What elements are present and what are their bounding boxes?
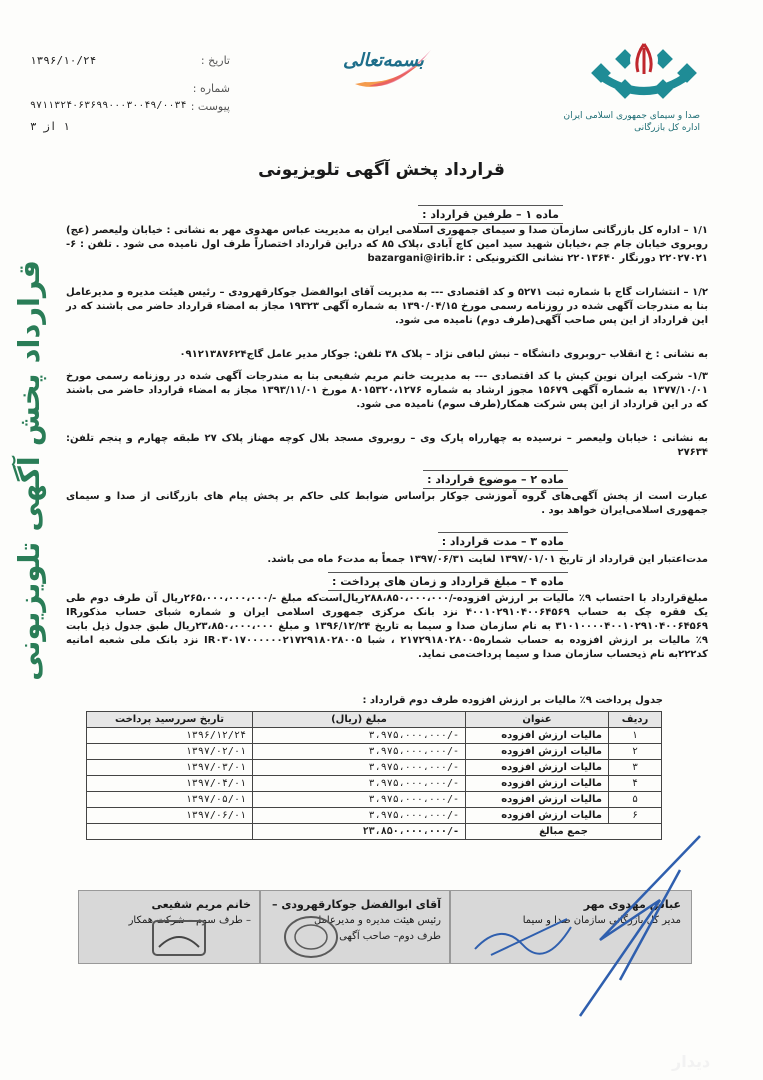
row-index: ۵ bbox=[609, 792, 662, 808]
bismillah-text: بسمه‌تعالی bbox=[343, 50, 424, 71]
row-title: مالیات ارزش افزوده bbox=[466, 760, 609, 776]
row-index: ۳ bbox=[609, 760, 662, 776]
art1-heading: ماده ۱ – طرفین قرارداد : bbox=[418, 205, 563, 224]
sig-first-name: عباس مهدوی مهر bbox=[583, 898, 681, 911]
page-title: قرارداد پخش آگهی تلویزیونی bbox=[258, 160, 505, 180]
signature-third-party bbox=[78, 890, 260, 964]
art4-heading: ماده ۴ – مبلغ قرارداد و زمان های پرداخت : bbox=[328, 572, 568, 591]
row-index: ۴ bbox=[609, 776, 662, 792]
company-seal-icon bbox=[149, 917, 209, 959]
art1-p3: ۱/۳- شرکت ایران نوین کیش با کد اقتصادی --- به مدیریت خانم مریم شفیعی بنا به مندرجات آگهی شده در روزنامه رسمی مورخ ۱۳۷۷/۱۰/۰۱ به شماره آگهی ۱۵۶۷۹ مجوز ارشاد به شماره ۸۰۱۵۳۲۰،۱۲۷۶ مورخ ۱۳۹۳/۱۱/۰۱ مجاز به امضاء قرارداد حاضر می باشند که در این قرارداد از این پس شرکت همکار(طرف سوم) نامیده می شود. bbox=[66, 371, 708, 410]
row-index: ۱ bbox=[609, 728, 662, 744]
col-amount: مبلغ (ریال) bbox=[253, 712, 466, 728]
row-title: مالیات ارزش افزوده bbox=[466, 744, 609, 760]
row-due-date: ۱۳۹۷/۰۶/۰۱ bbox=[87, 808, 253, 824]
sig-third-role: – طرف سوم – شرکت همکار bbox=[128, 915, 251, 926]
sig-second-role2: طرف دوم– صاحب آگهی bbox=[339, 931, 441, 942]
page-info: ۱ از ۳ bbox=[30, 120, 70, 133]
payment-table bbox=[86, 711, 662, 840]
row-amount: -/۳،۹۷۵،۰۰۰،۰۰۰ bbox=[253, 760, 466, 776]
art4-text: مبلغ‌قرارداد با احتساب ۹٪ مالیات بر ارزش افزوده-/۲۸۸،۸۵۰،۰۰۰،۰۰۰ریال‌است‌که مبلغ -/۲۶۵،۰۰۰،۰۰۰،۰۰۰ریال آن طرف دوم طی یک فقره چک به حساب ۴۰۰۱۰۲۹۱۰۴۰۰۶۴۵۶۹ نزد بانک مرکزی جمهوری اسلامی ایران و شماره شبای حساب مذکورIR ۳۱۰۱۰۰۰۰۴۰۰۱۰۲۹۱۰۴۰۰۶۴۵۶۹ به نام سازمان صدا و سیما به تاریخ ۱۳۹۶/۱۲/۲۴ و مبلغ ۲۳،۸۵۰،۰۰۰،۰۰۰ریال طبق جدول ذیل بابت ۹٪ مالیات بر ارزش افزوده به حساب شماره۲۱۷۲۹۱۸۰۲۸۰۰۵ ، شبا IR۰۳۰۱۷۰۰۰۰۰۰۲۱۷۲۹۱۸۰۲۸۰۰۵ نزد بانک ملی شعبه امانیه کد۲۲۲به نام ذیحساب سازمان صدا و سیما پرداخت‌می نماید. bbox=[66, 593, 708, 660]
bismillah-logo bbox=[335, 44, 435, 92]
row-due-date: ۱۳۹۷/۰۲/۰۱ bbox=[87, 744, 253, 760]
row-title: مالیات ارزش افزوده bbox=[466, 808, 609, 824]
date-value: ۱۳۹۶/۱۰/۲۴ bbox=[30, 54, 97, 67]
number-value: ۹۷۱۱۳۲۴۰۶۳۶۹۹۰۰۰۳۰۰۴۹/۰۰۳۴ bbox=[30, 100, 187, 111]
row-amount: -/۳،۹۷۵،۰۰۰،۰۰۰ bbox=[253, 792, 466, 808]
col-due-date: تاریخ سررسید پرداخت bbox=[87, 712, 253, 728]
company-stamp-icon bbox=[281, 913, 341, 961]
art2-text: عبارت است از پخش آگهی‌های گروه آموزشی جوکار براساس ضوابط کلی حاکم بر پخش پیام های بازرگانی از صدا و سیمای جمهوری اسلامی‌ایران خواهد بود . bbox=[66, 491, 708, 516]
table-row bbox=[87, 744, 662, 760]
sig-second-role1: رئیس هیئت مدیره و مدیرعامل bbox=[313, 915, 441, 926]
irib-logo bbox=[563, 38, 700, 133]
dept-name: اداره کل بازرگانی bbox=[634, 123, 700, 133]
total-value: -/۲۳،۸۵۰،۰۰۰،۰۰۰ bbox=[253, 824, 466, 840]
art1-p2: ۱/۲ – انتشارات گاج با شماره ثبت ۵۲۷۱ و کد اقتصادی --- به مدیریت آقای ابوالفضل جوکارقهرودی – رئیس هیئت مدیره و مدیرعامل بنا به مندرجات آگهی شده در روزنامه رسمی مورخ ۱۳۹۰/۰۴/۱۵ به شماره آگهی ۱۹۳۲۳ مجاز به امضاء قرارداد حاضر می باشند که در این قرارداد از این پس صاحب آگهی(طرف دوم) نامیده می شود. bbox=[66, 287, 708, 326]
row-title: مالیات ارزش افزوده bbox=[466, 792, 609, 808]
art1-p3-address: به نشانی : خیابان ولیعصر – نرسیده به چهارراه پارک وی – روبروی مسجد بلال کوچه مهناز پلاک ۲۷ طبقه چهارم و پنجم تلفن: ۲۷۶۳۴ bbox=[66, 433, 709, 458]
row-amount: -/۳،۹۷۵،۰۰۰،۰۰۰ bbox=[253, 776, 466, 792]
org-name: صدا و سیمای جمهوری اسلامی ایران bbox=[563, 111, 700, 121]
row-due-date: ۱۳۹۷/۰۴/۰۱ bbox=[87, 776, 253, 792]
pen-scribble-icon bbox=[560, 830, 710, 1020]
total-label: جمع مبالغ bbox=[466, 824, 662, 840]
art1-p2-address: به نشانی : خ انقلاب –روبروی دانشگاه – نبش لبافی نژاد – پلاک ۳۸ تلفن: جوکار مدیر عامل گاج۰۹۱۲۱۳۸۷۶۲۴ bbox=[179, 349, 708, 360]
row-amount: -/۳،۹۷۵،۰۰۰،۰۰۰ bbox=[253, 744, 466, 760]
sig-third-name: خانم مریم شفیعی bbox=[151, 898, 251, 911]
table-row bbox=[87, 760, 662, 776]
art1-p1: ۱/۱ – اداره کل بازرگانی سازمان صدا و سیمای جمهوری اسلامی ایران به مدیریت عباس مهدوی مهر به نشانی : خیابان ولیعصر (عج) روبروی خیابان جام جم ،خیابان شهید سید امین کاچ آبادی ،پلاک ۸۵ که دراین قرارداد اختصاراً طرف اول نامیده می شود . تلفن : ۶- ۲۲۰۲۷۰۲۱ دورنگار ۲۲۰۱۳۶۴۰ نشانی الکترونیکی : bazargani@irib.ir bbox=[66, 225, 709, 264]
row-due-date: ۱۳۹۶/۱۲/۲۴ bbox=[87, 728, 253, 744]
sig-first-role: مدیر کل بازرگانی سازمان صدا و سیما bbox=[522, 915, 681, 926]
art3-heading: ماده ۳ – مدت قرارداد : bbox=[438, 532, 568, 551]
row-index: ۲ bbox=[609, 744, 662, 760]
irib-emblem-icon bbox=[588, 38, 700, 106]
table-caption: جدول پرداخت ۹٪ مالیات بر ارزش افزوده طرف دوم قرارداد : bbox=[362, 695, 663, 706]
art3-text: مدت‌اعتبار این قرارداد از تاریخ ۱۳۹۷/۰۱/۰۱ لغایت ۱۳۹۷/۰۶/۳۱ جمعاً به مدت۶ ماه می باشد. bbox=[267, 554, 708, 565]
row-amount: -/۳،۹۷۵،۰۰۰،۰۰۰ bbox=[253, 728, 466, 744]
sig-second-name: آقای ابوالفضل جوکارقهرودی – bbox=[271, 898, 441, 911]
side-banner bbox=[12, 260, 58, 820]
side-banner-text: قرارداد پخش آگهی تلویزیونی bbox=[12, 260, 46, 681]
col-title: عنوان bbox=[466, 712, 609, 728]
table-row bbox=[87, 728, 662, 744]
header-meta bbox=[30, 54, 230, 133]
col-row: ردیف bbox=[609, 712, 662, 728]
table-row bbox=[87, 792, 662, 808]
date-label: تاریخ : bbox=[200, 54, 230, 67]
number-label: شماره : bbox=[192, 82, 230, 95]
total-empty-cell bbox=[87, 824, 253, 840]
row-due-date: ۱۳۹۷/۰۵/۰۱ bbox=[87, 792, 253, 808]
row-title: مالیات ارزش افزوده bbox=[466, 728, 609, 744]
row-title: مالیات ارزش افزوده bbox=[466, 776, 609, 792]
art2-heading: ماده ۲ – موضوع قرارداد : bbox=[423, 470, 568, 489]
table-row bbox=[87, 808, 662, 824]
attach-label: پیوست : bbox=[190, 100, 230, 113]
watermark: دیدار bbox=[672, 1052, 711, 1071]
row-index: ۶ bbox=[609, 808, 662, 824]
table-row bbox=[87, 776, 662, 792]
row-due-date: ۱۳۹۷/۰۳/۰۱ bbox=[87, 760, 253, 776]
table-header-row bbox=[87, 712, 662, 728]
row-amount: -/۳،۹۷۵،۰۰۰،۰۰۰ bbox=[253, 808, 466, 824]
signature-second-party bbox=[260, 890, 450, 964]
